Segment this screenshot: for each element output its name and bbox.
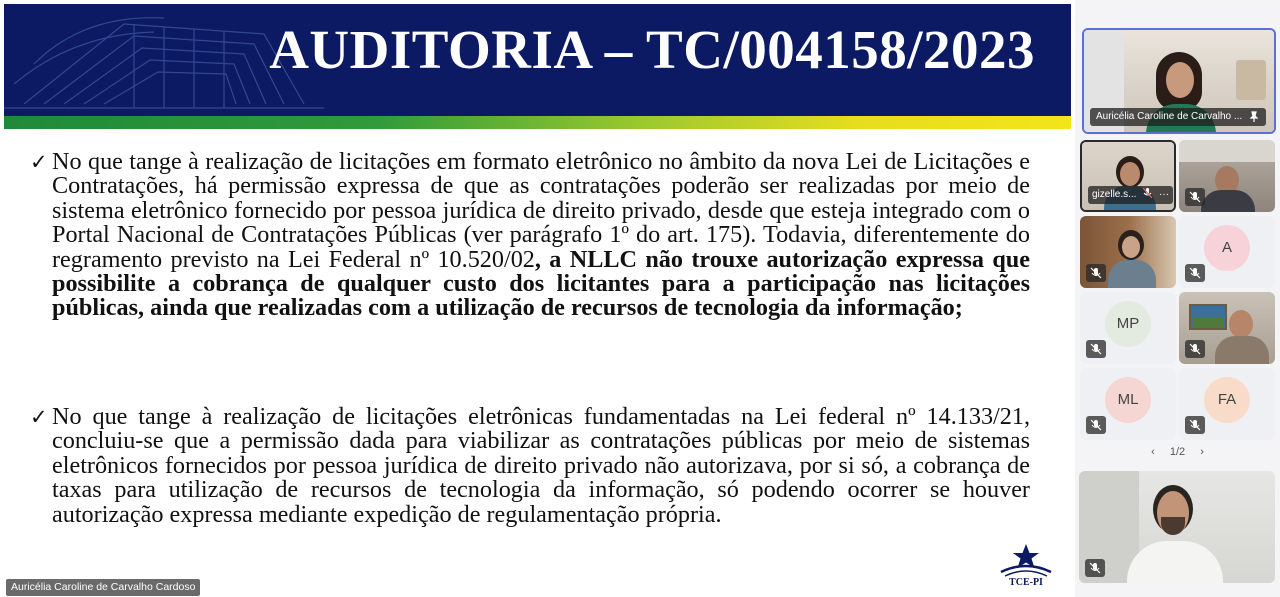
- next-page-button[interactable]: ›: [1200, 446, 1204, 458]
- mic-muted-icon: [1185, 416, 1205, 434]
- participants-panel: [1075, 0, 1280, 597]
- self-view-tile[interactable]: [1079, 471, 1275, 583]
- mic-muted-icon: [1185, 188, 1205, 206]
- bullet-2-text: No que tange à realização de licitações eletrônicas fundamentadas na Lei federal nº 14.133/21, concluiu-se que a permissão dada para viabilizar as contratações públicas por meio de sistemas eletrônicos fornecidos por pessoa jurídica de direito privado não autorizava, por si só, a cobrança de taxas para utilização de recursos de tecnologia da informação, só podendo ocorrer se houver autorização expressa mediante expedição de regulamentação própria.: [52, 403, 1030, 528]
- participant-video: [1079, 471, 1275, 583]
- bullet-1-bold-text: , a NLLC não trouxe autorização expressa que possibilite a cobrança de qualquer custo dos licitantes para a participação nas licitações públicas, ainda que realizadas com a utilização de recursos de tecnologia da informação;: [52, 245, 1030, 322]
- more-options-icon[interactable]: ···: [1159, 189, 1170, 200]
- bullet-paragraph-1: [30, 150, 1030, 321]
- presenter-name-label: Auricélia Caroline de Carvalho Cardoso: [6, 579, 200, 596]
- participant-tile-video-2[interactable]: [1179, 140, 1275, 212]
- participant-tile-ML[interactable]: [1080, 368, 1176, 440]
- participant-tile-video-3[interactable]: [1080, 216, 1176, 288]
- participant-tile-gizelle[interactable]: [1080, 140, 1176, 212]
- mic-muted-icon: [1085, 559, 1105, 577]
- page-indicator: 1/2: [1169, 446, 1186, 458]
- avatar-initials: ML: [1105, 377, 1151, 423]
- check-icon: ✓: [30, 405, 48, 429]
- mic-muted-icon: [1143, 188, 1152, 198]
- mic-muted-icon: [1086, 264, 1106, 282]
- participant-name: Auricélia Caroline de Carvalho ...: [1096, 111, 1243, 122]
- pin-icon[interactable]: [1248, 111, 1260, 123]
- tce-pi-logo: [995, 542, 1057, 588]
- slide-title: AUDITORIA – TC/004158/2023: [269, 19, 1035, 80]
- participant-tile-A[interactable]: [1179, 216, 1275, 288]
- mic-muted-icon: [1086, 340, 1106, 358]
- avatar-initials: A: [1204, 225, 1250, 271]
- check-icon: ✓: [30, 150, 48, 174]
- pinned-speaker-tile[interactable]: [1082, 28, 1276, 134]
- pinned-name-tag: [1090, 108, 1266, 126]
- mic-muted-icon: [1086, 416, 1106, 434]
- mic-muted-icon: [1185, 340, 1205, 358]
- avatar-initials: MP: [1105, 301, 1151, 347]
- participant-tile-MP[interactable]: [1080, 292, 1176, 364]
- slide-banner: [4, 4, 1071, 116]
- bullet-1-text: No que tange à realização de licitações em formato eletrônico no âmbito da nova Lei de Licitações e Contratações, há permissão expressa de que as contratações poderão ser realizadas por meio de sistema eletrônico fornecido por pessoa jurídica de direito privado, desde que esteja integrado com o Portal Nacional de Contratações Públicas (ver parágrafo 1º do art. 175). Todavia, diferentemente do regramento previsto na Lei Federal nº 10.520/02: [52, 148, 1030, 273]
- participants-pager: [1075, 446, 1280, 458]
- gizelle-name-tag: [1088, 186, 1173, 204]
- star-icon: [995, 542, 1057, 578]
- avatar-initials: FA: [1204, 377, 1250, 423]
- participant-tile-FA[interactable]: [1179, 368, 1275, 440]
- logo-text: TCE-PI: [1009, 577, 1043, 588]
- participant-name: gizelle.s...: [1092, 189, 1137, 200]
- participant-tile-video-4[interactable]: [1179, 292, 1275, 364]
- green-yellow-stripe: [4, 116, 1071, 129]
- mic-muted-icon: [1185, 264, 1205, 282]
- bullet-paragraph-2: [30, 405, 1030, 527]
- prev-page-button[interactable]: ‹: [1151, 446, 1155, 458]
